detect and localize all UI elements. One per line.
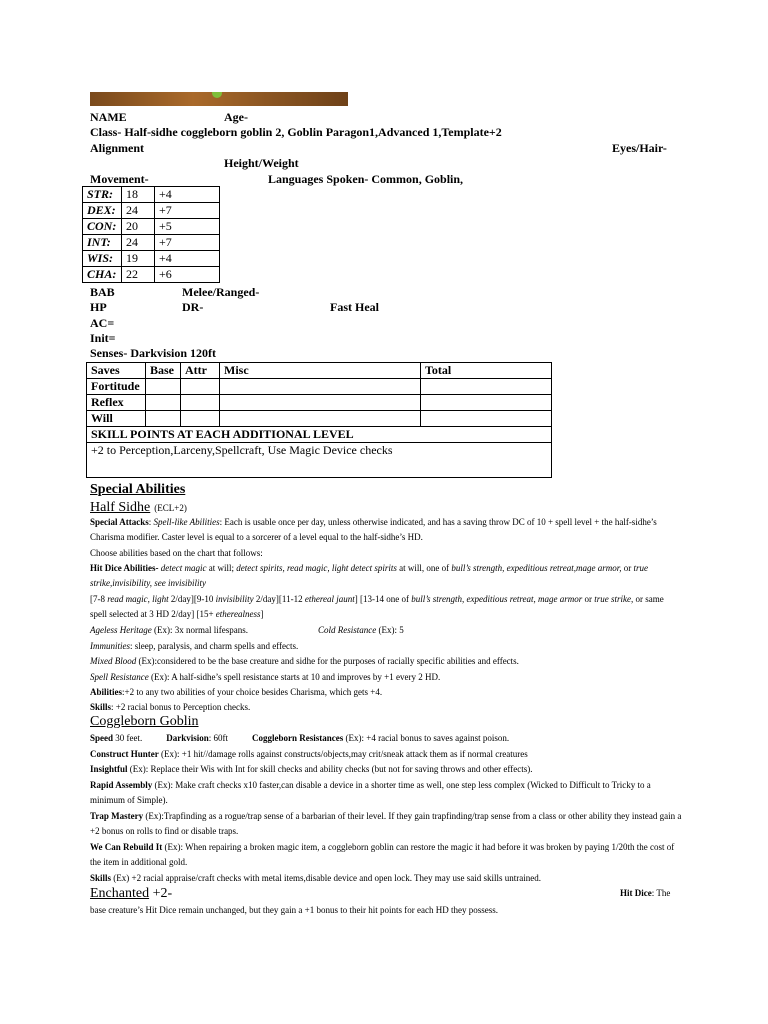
table-row bbox=[83, 187, 220, 203]
saves-table bbox=[86, 362, 552, 478]
senses-label: Senses- Darkvision 120ft bbox=[90, 346, 217, 360]
coggleborn-heading: Coggleborn Goblin bbox=[90, 714, 199, 729]
mod-cell: +7 bbox=[155, 235, 220, 251]
table-row bbox=[83, 267, 220, 283]
name-label: NAME bbox=[90, 110, 127, 124]
table-row bbox=[83, 235, 220, 251]
table-row bbox=[87, 379, 552, 395]
enchanted-hit-dice-label: Hit Dice: The bbox=[620, 888, 671, 898]
dr-label: DR- bbox=[182, 300, 204, 314]
score-cell: 24 bbox=[122, 235, 155, 251]
table-row bbox=[87, 363, 552, 379]
table-row bbox=[87, 411, 552, 427]
header-banner-image bbox=[90, 92, 348, 106]
languages-label: Languages Spoken- Common, Goblin, bbox=[268, 172, 464, 186]
special-abilities-heading: Special Abilities bbox=[90, 482, 186, 497]
insightful-line: Insightful (Ex): Replace their Wis with Int for skill checks and ability checks (but not for saving throws and other effects). bbox=[90, 764, 533, 774]
table-row bbox=[87, 395, 552, 411]
trap-mastery-paragraph: Trap Mastery (Ex):Trapfinding as a rogue/trap sense of a barbarian of their level. If they gain trapfinding/trap sense from a class or other ability they instead gain a +2 bonus on rolls to find or disable traps. bbox=[90, 811, 682, 836]
age-label: Age- bbox=[224, 110, 248, 124]
attr-cell: STR: bbox=[83, 187, 122, 203]
abilities-line: Abilities:+2 to any two abilities of your choice besides Charisma, which gets +4. bbox=[90, 687, 383, 697]
mod-cell: +4 bbox=[155, 187, 220, 203]
bab-label: BAB bbox=[90, 285, 115, 299]
fast-heal-label: Fast Heal bbox=[330, 300, 379, 314]
chart-paragraph: [7-8 read magic, light 2/day][9-10 invisibility 2/day][11-12 ethereal jaunt] [13-14 one of bull’s strength, expeditious retreat, mage armor or true strike, or same spell selected at 3 HD 2/day] [15+ etherealness] bbox=[90, 594, 664, 619]
enchanted-hit-dice-text: base creature’s Hit Dice remain unchanged, but they gain a +1 bonus to their hit points for each HD they possess. bbox=[90, 905, 498, 915]
header-cell: Base bbox=[146, 363, 181, 379]
spell-resistance-line: Spell Resistance (Ex): A half-sidhe’s spell resistance starts at 10 and improves by +1 every 2 HD. bbox=[90, 672, 441, 682]
skill-points-label: SKILL POINTS AT EACH ADDITIONAL LEVEL bbox=[87, 427, 552, 443]
hp-label: HP bbox=[90, 300, 107, 314]
movement-label: Movement- bbox=[90, 172, 149, 186]
half-sidhe-title: Half Sidhe bbox=[90, 500, 151, 515]
coggleborn-skills-line: Skills (Ex) +2 racial appraise/craft checks with metal items,disable device and open lock. They may use said skills untrained. bbox=[90, 873, 542, 883]
table-row bbox=[83, 251, 220, 267]
special-attacks-paragraph: Special Attacks: Spell-like Abilities: Each is usable once per day, unless otherwise indicated, and has a saving throw DC of 10 + spell level + the half-sidhe’s Charisma modifier. Caster level is equal to a sorcerer of a level equal to the half-sidhe’s HD. bbox=[90, 517, 657, 542]
half-sidhe-heading bbox=[90, 498, 187, 516]
ac-label: AC= bbox=[90, 316, 115, 330]
header-cell: Misc bbox=[220, 363, 421, 379]
header-cell: Attr bbox=[181, 363, 220, 379]
ability-scores-table bbox=[82, 186, 220, 283]
eyes-hair-label: Eyes/Hair- bbox=[612, 141, 667, 155]
construct-hunter-line: Construct Hunter (Ex): +1 hit//damage rolls against constructs/objects,may crit/sneak attack them as if normal creatures bbox=[90, 749, 528, 759]
mod-cell: +4 bbox=[155, 251, 220, 267]
attr-cell: WIS: bbox=[83, 251, 122, 267]
height-weight-label: Height/Weight bbox=[224, 156, 299, 170]
rebuild-paragraph: We Can Rebuild It (Ex): When repairing a broken magic item, a coggleborn goblin can restore the magic it had before it was broken by paying 1/20th the cost of the item in additional gold. bbox=[90, 842, 675, 867]
ageless-line: Ageless Heritage (Ex): 3x normal lifespans. Cold Resistance (Ex): 5 bbox=[90, 625, 404, 635]
mod-cell: +5 bbox=[155, 219, 220, 235]
table-row bbox=[87, 443, 552, 478]
save-name-cell: Reflex bbox=[87, 395, 146, 411]
speed-line: Speed 30 feet. Darkvision: 60ft Coggleborn Resistances (Ex): +4 racial bonus to saves against poison. bbox=[90, 733, 510, 743]
score-cell: 19 bbox=[122, 251, 155, 267]
score-cell: 22 bbox=[122, 267, 155, 283]
header-cell: Total bbox=[421, 363, 552, 379]
class-line: Class- Half-sidhe coggleborn goblin 2, Goblin Paragon1,Advanced 1,Template+2 bbox=[90, 125, 502, 139]
attr-cell: DEX: bbox=[83, 203, 122, 219]
rapid-assembly-paragraph: Rapid Assembly (Ex): Make craft checks x10 faster,can disable a device in a shorter time as well, one step less complex (Wicked to Difficult to Tricky to a minimum of Simple). bbox=[90, 780, 651, 805]
header-cell: Saves bbox=[87, 363, 146, 379]
score-cell: 24 bbox=[122, 203, 155, 219]
hit-dice-abilities-paragraph: Hit Dice Abilities- detect magic at will; detect spirits, read magic, light detect spirits at will, one of bull’s strength, expeditious retreat,mage armor, or true strike,invisibility, see invisibility bbox=[90, 563, 648, 588]
save-name-cell: Fortitude bbox=[87, 379, 146, 395]
mod-cell: +6 bbox=[155, 267, 220, 283]
table-row bbox=[83, 219, 220, 235]
mixed-blood-line: Mixed Blood (Ex):considered to be the base creature and sidhe for the purposes of racially specific abilities and effects. bbox=[90, 656, 519, 666]
half-sidhe-skills-line: Skills: +2 racial bonus to Perception checks. bbox=[90, 702, 251, 712]
melee-ranged-label: Melee/Ranged- bbox=[182, 285, 260, 299]
gem-ornament-icon bbox=[212, 92, 222, 98]
half-sidhe-ecl: (ECL+2) bbox=[154, 503, 187, 513]
alignment-label: Alignment bbox=[90, 141, 144, 155]
attr-cell: CON: bbox=[83, 219, 122, 235]
score-cell: 18 bbox=[122, 187, 155, 203]
enchanted-heading: Enchanted +2- bbox=[90, 886, 173, 901]
immunities-line: Immunities: sleep, paralysis, and charm spells and effects. bbox=[90, 641, 299, 651]
save-name-cell: Will bbox=[87, 411, 146, 427]
choose-abilities-line: Choose abilities based on the chart that follows: bbox=[90, 548, 263, 558]
mod-cell: +7 bbox=[155, 203, 220, 219]
attr-cell: INT: bbox=[83, 235, 122, 251]
score-cell: 20 bbox=[122, 219, 155, 235]
skill-points-text: +2 to Perception,Larceny,Spellcraft, Use Magic Device checks bbox=[87, 443, 552, 478]
table-row bbox=[83, 203, 220, 219]
init-label: Init= bbox=[90, 331, 116, 345]
table-row bbox=[87, 427, 552, 443]
attr-cell: CHA: bbox=[83, 267, 122, 283]
